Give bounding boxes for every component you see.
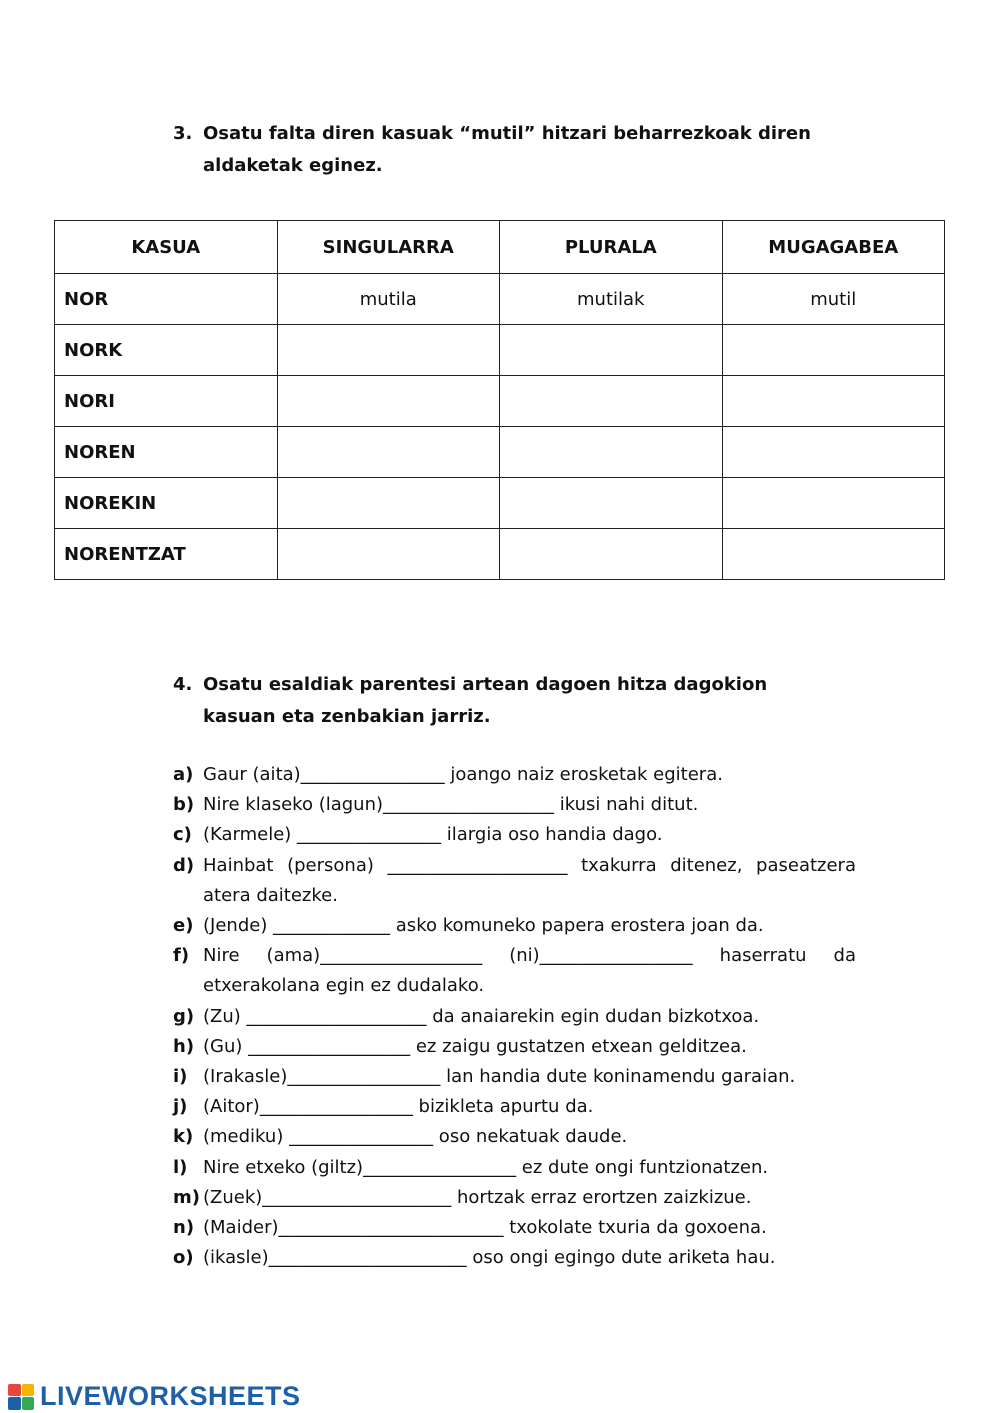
table-header-row	[55, 221, 945, 274]
table-row	[55, 376, 945, 427]
case-cell: NORK	[55, 325, 278, 376]
item-sentence[interactable]: (mediku) ________________ oso nekatuak daude.	[203, 1126, 628, 1148]
case-cell: NOREKIN	[55, 478, 278, 529]
liveworksheets-logo-icon	[8, 1384, 34, 1410]
table-row	[55, 478, 945, 529]
logo-square	[22, 1397, 35, 1410]
logo-square	[8, 1384, 21, 1397]
item-label: h)	[173, 1035, 195, 1057]
list-item	[173, 911, 856, 941]
header-mugagabea: MUGAGABEA	[722, 221, 945, 274]
question-4-text: Osatu esaldiak parentesi artean dagoen hitza dagokion kasuan eta zenbakian jarriz.	[203, 674, 768, 727]
question-4-number: 4.	[173, 674, 193, 695]
singular-cell[interactable]	[277, 325, 500, 376]
list-item	[173, 760, 856, 790]
logo-square	[22, 1384, 35, 1397]
case-cell: NOR	[55, 274, 278, 325]
question-3-number: 3.	[173, 123, 193, 144]
singular-cell[interactable]	[277, 376, 500, 427]
header-kasua: KASUA	[55, 221, 278, 274]
item-label: g)	[173, 1005, 195, 1027]
exercise-list	[173, 760, 856, 1273]
item-label: l)	[173, 1156, 188, 1178]
table-row	[55, 529, 945, 580]
item-label: j)	[173, 1096, 188, 1118]
item-label: o)	[173, 1247, 194, 1269]
item-label: b)	[173, 794, 195, 816]
list-item	[173, 820, 856, 850]
header-plurala: PLURALA	[500, 221, 723, 274]
indefinite-cell[interactable]	[722, 427, 945, 478]
liveworksheets-logo	[8, 1381, 301, 1412]
singular-cell[interactable]	[277, 427, 500, 478]
indefinite-cell[interactable]	[722, 478, 945, 529]
table-row	[55, 427, 945, 478]
brand-name: LIVEWORKSHEETS	[40, 1381, 301, 1411]
item-sentence[interactable]: (Irakasle)_________________ lan handia dute koninamendu garaian.	[203, 1066, 796, 1088]
question-4-title	[173, 669, 813, 733]
item-sentence[interactable]: (Karmele) ________________ ilargia oso handia dago.	[203, 824, 663, 846]
item-sentence[interactable]: Gaur (aita)________________ joango naiz erosketak egitera.	[203, 764, 723, 785]
plural-cell[interactable]	[500, 529, 723, 580]
header-singularra: SINGULARRA	[277, 221, 500, 274]
list-item	[173, 1122, 856, 1152]
item-sentence[interactable]: (ikasle)______________________ oso ongi egingo dute ariketa hau.	[203, 1247, 776, 1269]
list-item	[173, 790, 856, 820]
item-sentence[interactable]: (Aitor)_________________ bizikleta apurtu da.	[203, 1096, 594, 1118]
item-label: e)	[173, 915, 194, 937]
case-cell: NORI	[55, 376, 278, 427]
plural-cell[interactable]: mutilak	[500, 274, 723, 325]
item-sentence[interactable]: (Maider)_________________________ txokolate txuria da goxoena.	[203, 1217, 767, 1239]
item-sentence[interactable]: (Jende) _____________ asko komuneko papera erostera joan da.	[203, 915, 764, 937]
list-item	[173, 1183, 856, 1213]
item-sentence[interactable]: Nire etxeko (giltz)_________________ ez dute ongi funtzionatzen.	[203, 1156, 769, 1178]
item-label: f)	[173, 945, 190, 967]
question-3-title	[173, 118, 813, 182]
list-item	[173, 1243, 856, 1273]
list-item	[173, 1002, 856, 1032]
list-item	[173, 1062, 856, 1092]
list-item	[173, 1213, 856, 1243]
list-item	[173, 1153, 856, 1183]
item-label: d)	[173, 854, 195, 876]
indefinite-cell[interactable]	[722, 325, 945, 376]
item-sentence[interactable]: (Gu) __________________ ez zaigu gustatzen etxean gelditzea.	[203, 1035, 747, 1057]
indefinite-cell[interactable]: mutil	[722, 274, 945, 325]
item-label: c)	[173, 824, 192, 846]
list-item	[173, 1032, 856, 1062]
list-item	[173, 851, 856, 911]
list-item	[173, 941, 856, 1001]
plural-cell[interactable]	[500, 325, 723, 376]
list-item	[173, 1092, 856, 1122]
item-sentence[interactable]: (Zuek)_____________________ hortzak erraz erortzen zaizkizue.	[203, 1186, 752, 1208]
singular-cell[interactable]: mutila	[277, 274, 500, 325]
item-label: i)	[173, 1066, 188, 1088]
indefinite-cell[interactable]	[722, 529, 945, 580]
plural-cell[interactable]	[500, 478, 723, 529]
singular-cell[interactable]	[277, 478, 500, 529]
indefinite-cell[interactable]	[722, 376, 945, 427]
case-cell: NORENTZAT	[55, 529, 278, 580]
case-cell: NOREN	[55, 427, 278, 478]
item-label: m)	[173, 1186, 200, 1208]
item-label: n)	[173, 1217, 195, 1239]
singular-cell[interactable]	[277, 529, 500, 580]
plural-cell[interactable]	[500, 427, 723, 478]
item-sentence[interactable]: Nire klaseko (lagun)___________________ ikusi nahi ditut.	[203, 794, 699, 816]
cases-table	[54, 220, 945, 580]
question-3-text: Osatu falta diren kasuak “mutil” hitzari beharrezkoak diren aldaketak eginez.	[203, 123, 811, 176]
item-sentence[interactable]: Hainbat (persona) ____________________ txakurra ditenez, paseatzera atera daitezke.	[203, 854, 856, 906]
item-label: a)	[173, 764, 194, 785]
plural-cell[interactable]	[500, 376, 723, 427]
item-label: k)	[173, 1126, 194, 1148]
logo-square	[8, 1397, 21, 1410]
item-sentence[interactable]: Nire (ama)__________________ (ni)_________________ haserratu da etxerakolana egin ez dudalako.	[203, 945, 856, 997]
table-row	[55, 325, 945, 376]
item-sentence[interactable]: (Zu) ____________________ da anaiarekin egin dudan bizkotxoa.	[203, 1005, 760, 1027]
table-row	[55, 274, 945, 325]
